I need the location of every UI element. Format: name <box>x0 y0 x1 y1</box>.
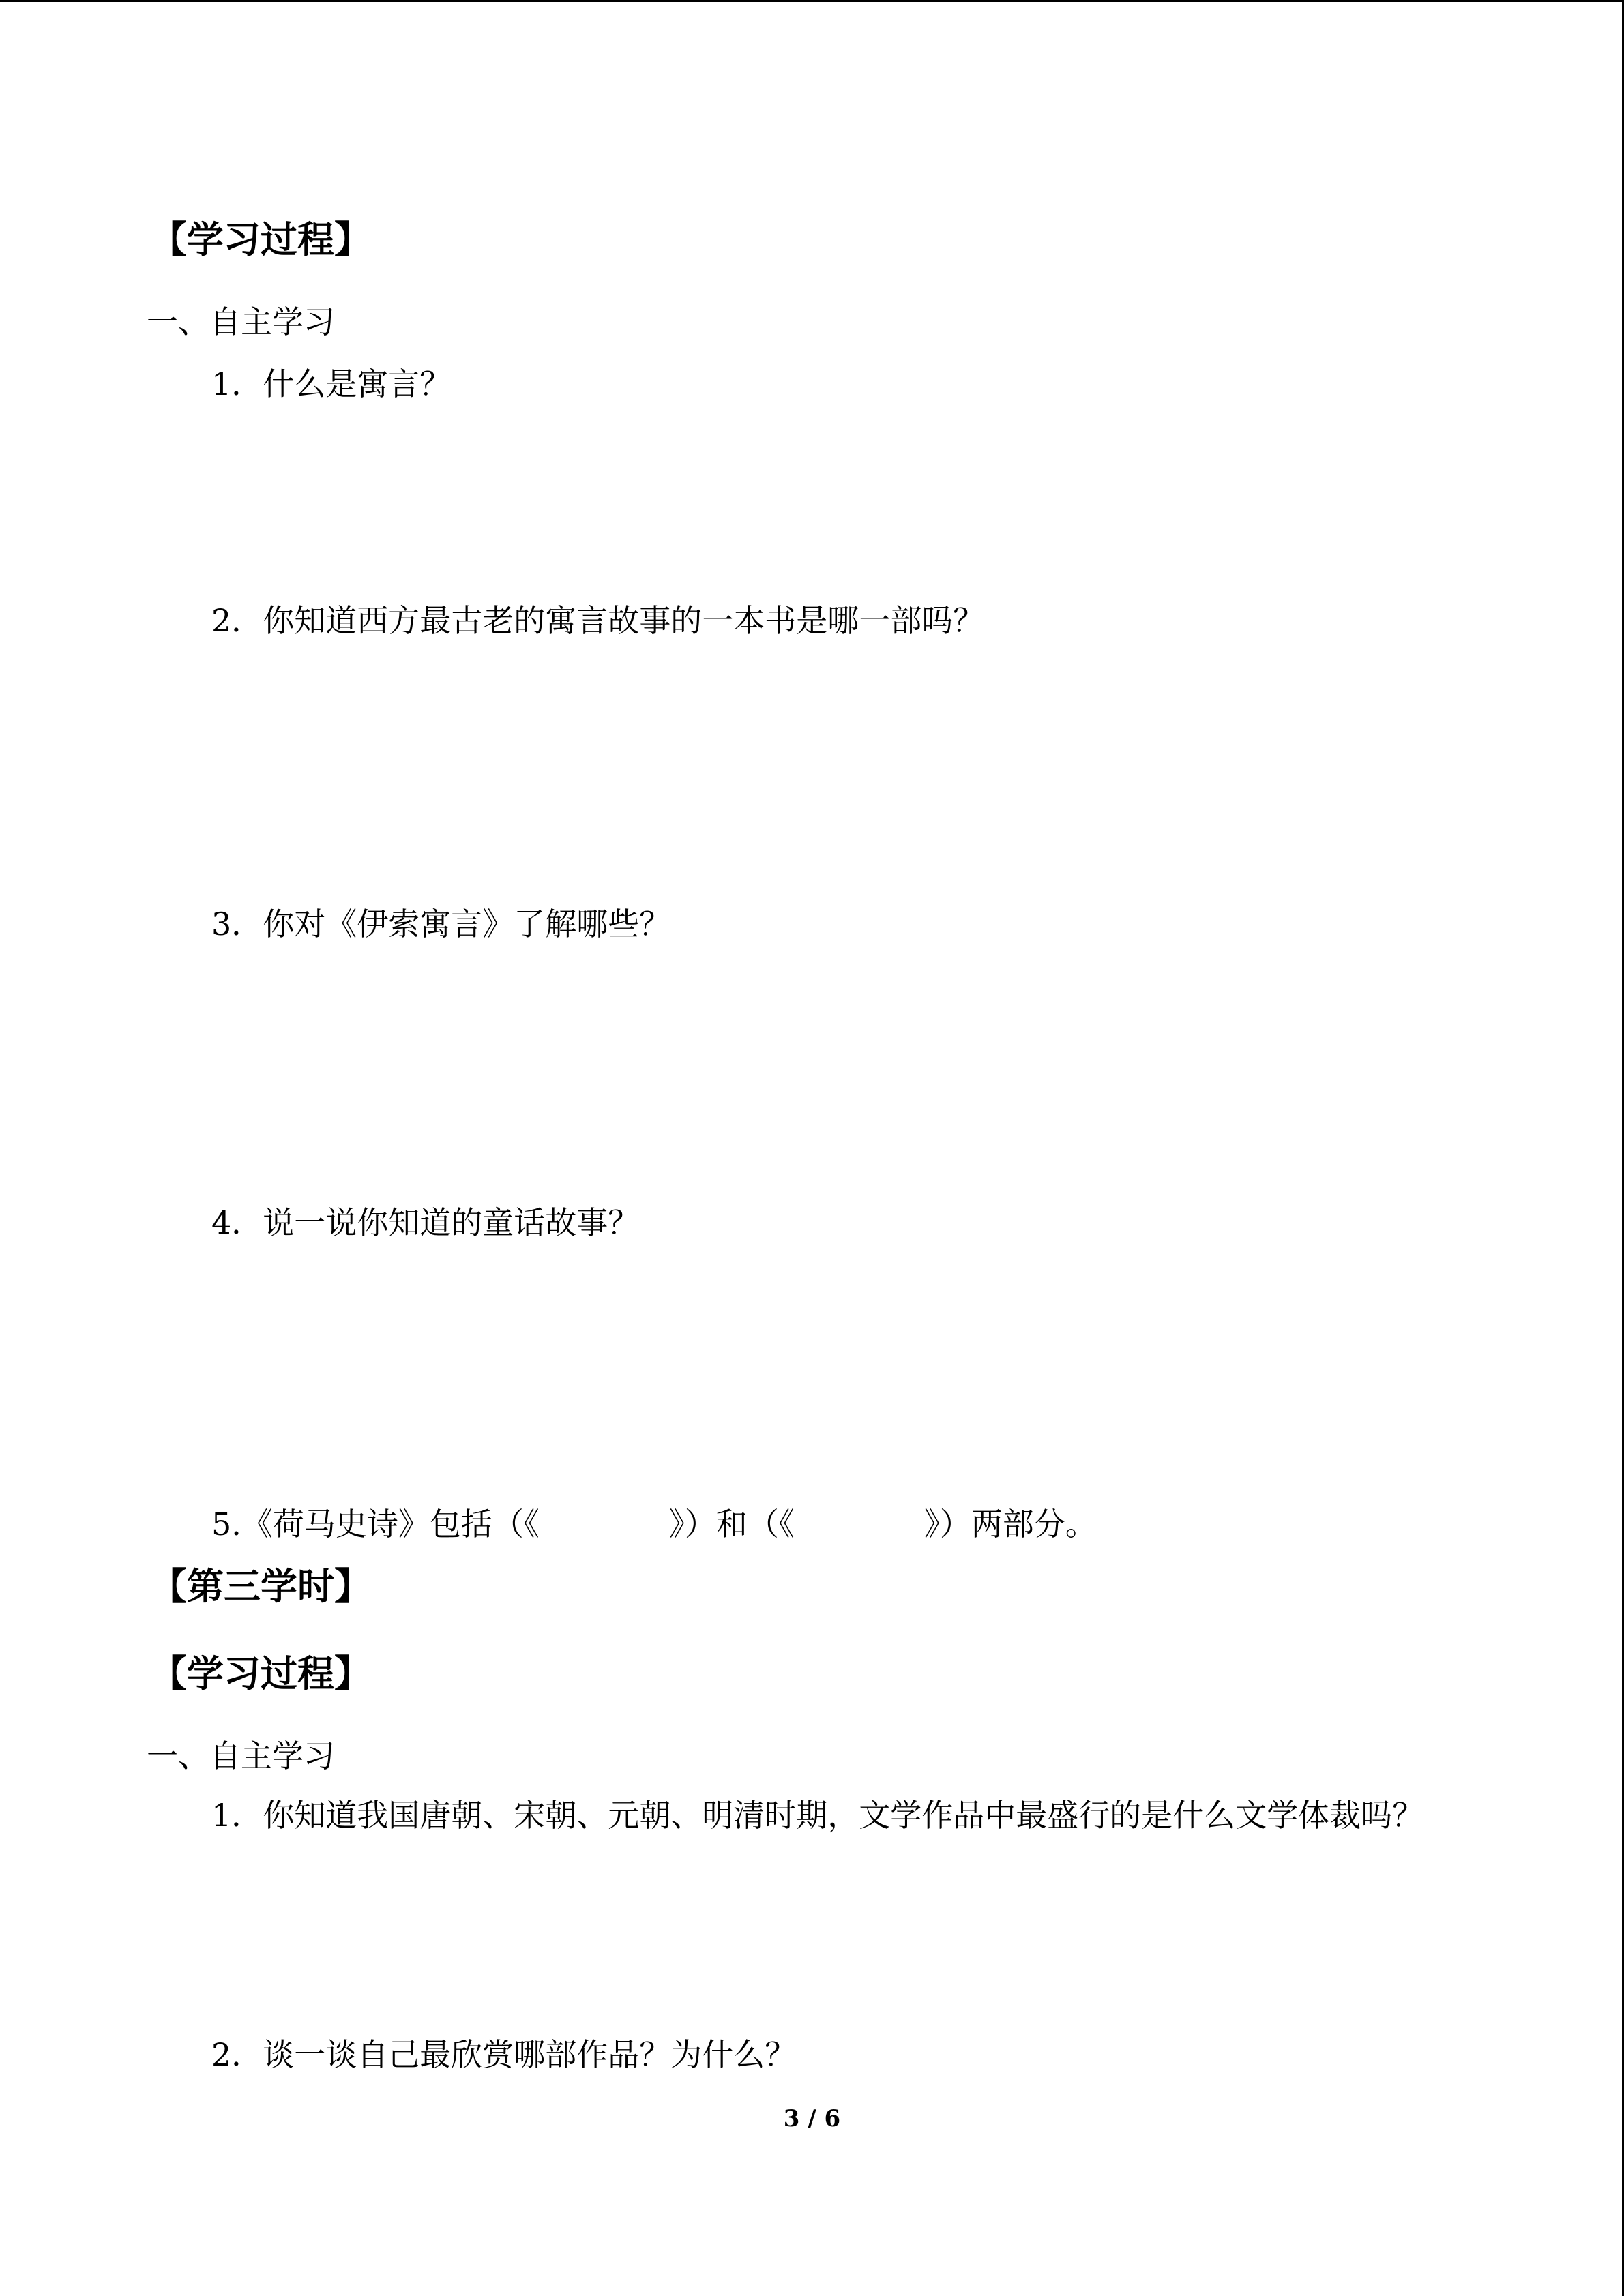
question-5 <box>211 1504 1097 1545</box>
question-5-middle: 》）和（《 <box>668 1506 795 1542</box>
question-3: 3．你对《伊索寓言》了解哪些？ <box>211 906 671 942</box>
learning-process-heading-2: 【学习过程】 <box>150 1652 371 1695</box>
question-5-end: 》）两部分。 <box>924 1506 1097 1542</box>
question-1: 1．什么是寓言？ <box>211 366 452 402</box>
question-2: 2．你知道西方最古老的寓言故事的一本书是哪一部吗？ <box>211 602 985 639</box>
question-1-part2: 1．你知道我国唐朝、宋朝、元朝、明清时期，文学作品中最盛行的是什么文学体裁吗？ <box>211 1797 1424 1834</box>
third-lesson-heading: 【第三学时】 <box>150 1564 371 1608</box>
self-study-section-title: 一、自主学习 <box>147 303 335 340</box>
question-2-part2: 2．谈一谈自己最欣赏哪部作品？为什么？ <box>211 2036 797 2073</box>
page-number: 3 / 6 <box>783 2105 841 2132</box>
learning-process-heading: 【学习过程】 <box>150 218 371 261</box>
question-5-start: 5.《荷马史诗》包括（《 <box>211 1506 540 1542</box>
page-top-border <box>0 0 1624 2</box>
self-study-section-title-2: 一、自主学习 <box>147 1738 335 1774</box>
question-4: 4．说一说你知道的童话故事？ <box>211 1204 640 1241</box>
